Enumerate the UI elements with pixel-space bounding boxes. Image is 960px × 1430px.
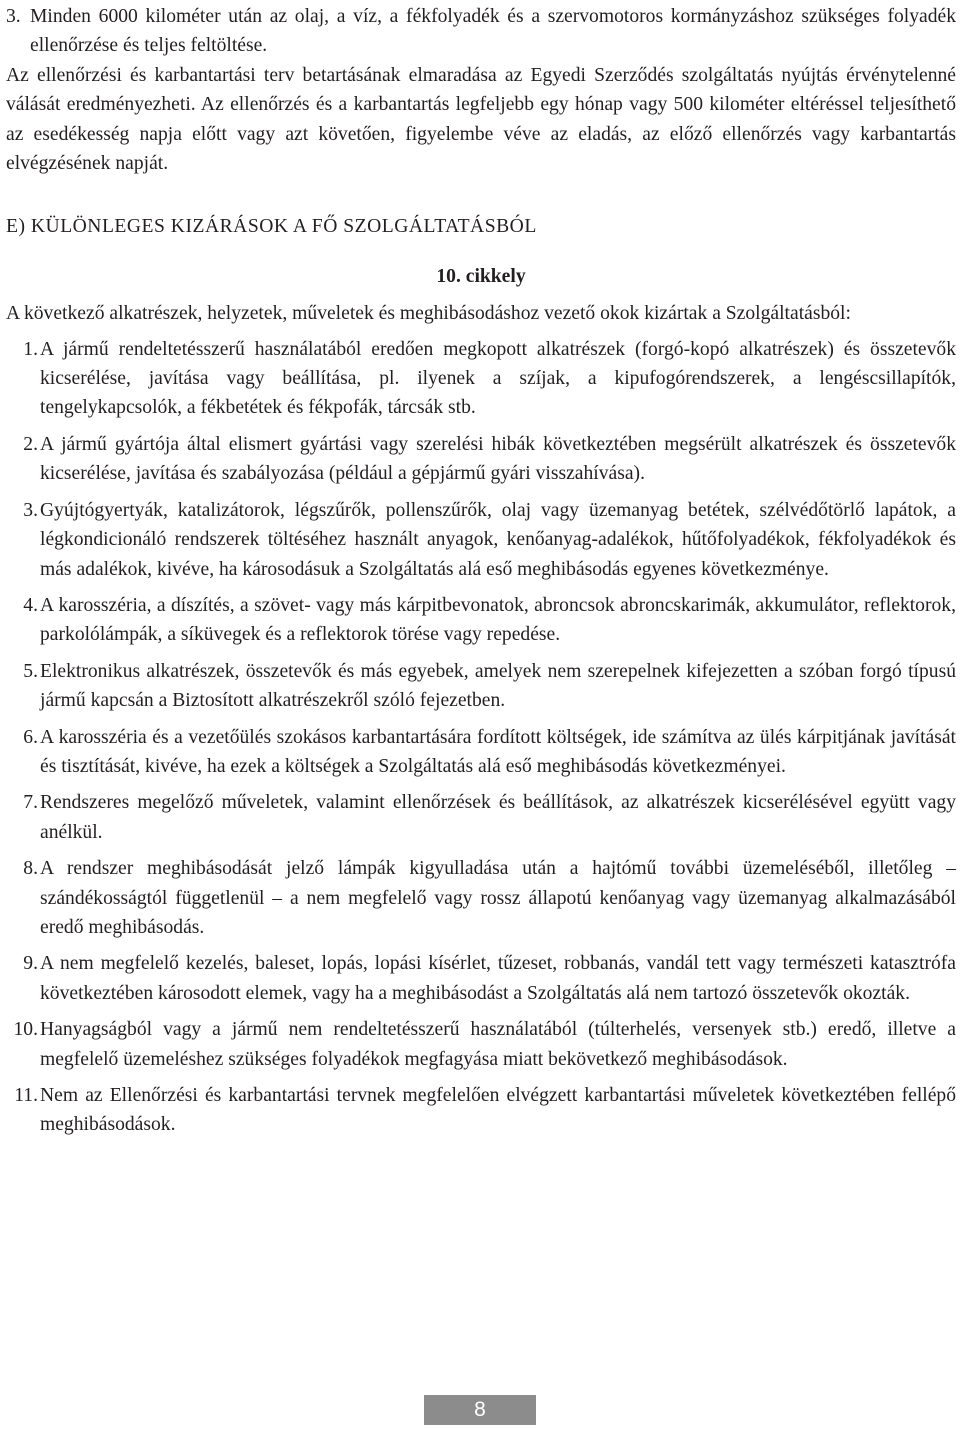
top-list-item	[6, 2, 956, 61]
list-item	[6, 657, 956, 716]
list-item-number: 7.	[23, 792, 38, 814]
exclusions-intro: A következő alkatrészek, helyzetek, műveletek és meghibásodáshoz vezető okok kizártak a Szolgáltatásból:	[6, 303, 851, 325]
list-item-text: A jármű rendeltetésszerű használatából eredően megkopott alkatrészek (forgó-kopó alkatrészek) és összetevők kicserélése, javítása vagy beállítása, pl. ilyenek a szíjak, a kipufogórendszerek, a lengéscsillapítók, tengelykapcsolók, a fékbetétek és fékpofák, tárcsák stb.	[40, 338, 956, 419]
list-item	[6, 788, 956, 847]
list-item-text: Gyújtógyertyák, katalizátorok, légszűrők, pollenszűrők, olaj vagy üzemanyag betétek, szélvédőtörlő lapátok, a légkondicionáló rendszerek töltéséhez használt anyagok, kenőanyag-adalékok, hűtőfolyadékok, fékfolyadékok és más adalékok, kivéve, ha károsodásuk a Szolgáltatás alá eső meghibásodás egyenes következménye.	[40, 499, 956, 580]
list-item-number: 9.	[23, 953, 38, 975]
list-item-number: 11.	[14, 1085, 38, 1106]
list-item-text: Elektronikus alkatrészek, összetevők és más egyebek, amelyek nem szerepelnek kifejezetten a szóban forgó típusú jármű kapcsán a Biztosított alkatrészekről szóló fejezetben.	[40, 660, 956, 712]
list-item	[6, 1015, 956, 1074]
list-item-number: 1.	[23, 338, 38, 360]
list-item	[6, 854, 956, 942]
list-item	[6, 949, 956, 1008]
list-item-text: A nem megfelelő kezelés, baleset, lopás, lopási kísérlet, tűzeset, robbanás, vandál tett vagy természeti katasztrófa következtében károsodott elemek, vagy ha a meghibásodást a Szolgáltatás alá nem tartozó összetevők okozták.	[40, 953, 956, 1004]
document-page	[6, 2, 956, 1147]
list-item-text: Hanyagságból vagy a jármű nem rendeltetésszerű használatából (túlterhelés, versenyek stb.) eredő, illetve a megfelelő üzemeléshez szükséges folyadékok megfagyása miatt bekövetkező meghibásodások.	[40, 1019, 956, 1070]
list-item-text: Nem az Ellenőrzési és karbantartási tervnek megfelelően elvégzett karbantartási műveletek következtében fellépő meghibásodások.	[40, 1085, 956, 1136]
list-item-number: 2.	[23, 433, 38, 455]
list-item	[6, 591, 956, 650]
top-item-number: 3.	[6, 6, 21, 27]
list-item-number: 8.	[23, 858, 38, 880]
page-number: 8	[424, 1395, 536, 1425]
list-item	[6, 1081, 956, 1140]
intro-paragraph: Az ellenőrzési és karbantartási terv betartásának elmaradása az Egyedi Szerződés szolgáltatás nyújtás érvénytelenné válását eredményezheti. Az ellenőrzés és a karbantartás legfeljebb egy hónap vagy 500 kilométer eltéréssel teljesíthető az esedékesség napja előtt vagy azt követően, figyelembe véve az eladás, az előző ellenőrzés vagy karbantartás elvégzésének napját.	[6, 64, 956, 175]
list-item-text: A karosszéria és a vezetőülés szokásos karbantartására fordított költségek, ide számítva az ülés kárpitjának javítását és tisztítását, kivéve, ha ezek a költségek a Szolgáltatás alá eső meghibásodás következményei.	[40, 726, 956, 777]
top-item-text: Minden 6000 kilométer után az olaj, a víz, a fékfolyadék és a szervomotoros kormányzáshoz szükséges folyadék ellenőrzése és teljes feltöltése.	[30, 6, 956, 57]
list-item-text: A karosszéria, a díszítés, a szövet- vagy más kárpitbevonatok, abroncsok abroncskarimák, akkumulátor, reflektorok, parkolólámpák, a síküvegek és a reflektorok törése vagy repedése.	[40, 594, 956, 646]
exclusions-list	[6, 335, 956, 1140]
list-item	[6, 335, 956, 423]
list-item-number: 4.	[23, 594, 38, 616]
list-item-number: 10.	[13, 1019, 38, 1041]
article-title: 10. cikkely	[436, 265, 526, 287]
section-heading: E) KÜLÖNLEGES KIZÁRÁSOK A FŐ SZOLGÁLTATÁSBÓL	[6, 216, 537, 238]
list-item-text: Rendszeres megelőző műveletek, valamint ellenőrzések és beállítások, az alkatrészek kicserélésével együtt vagy anélkül.	[40, 792, 956, 843]
list-item-number: 3.	[23, 499, 38, 521]
list-item-number: 6.	[23, 726, 38, 748]
list-item	[6, 723, 956, 782]
list-item	[6, 496, 956, 584]
list-item-text: A rendszer meghibásodását jelző lámpák kigyulladása után a hajtómű további üzemeléséből, illetőleg – szándékosságtól függetlenül – a nem megfelelő vagy rossz állapotú kenőanyag vagy üzemanyag alkalmazásából eredő meghibásodás.	[40, 858, 956, 938]
list-item	[6, 430, 956, 489]
list-item-text: A jármű gyártója által elismert gyártási vagy szerelési hibák következtében megsérült alkatrészek és összetevők kicserélése, javítása és szabályozása (például a gépjármű gyári visszahívása).	[40, 433, 956, 485]
list-item-number: 5.	[23, 660, 38, 682]
